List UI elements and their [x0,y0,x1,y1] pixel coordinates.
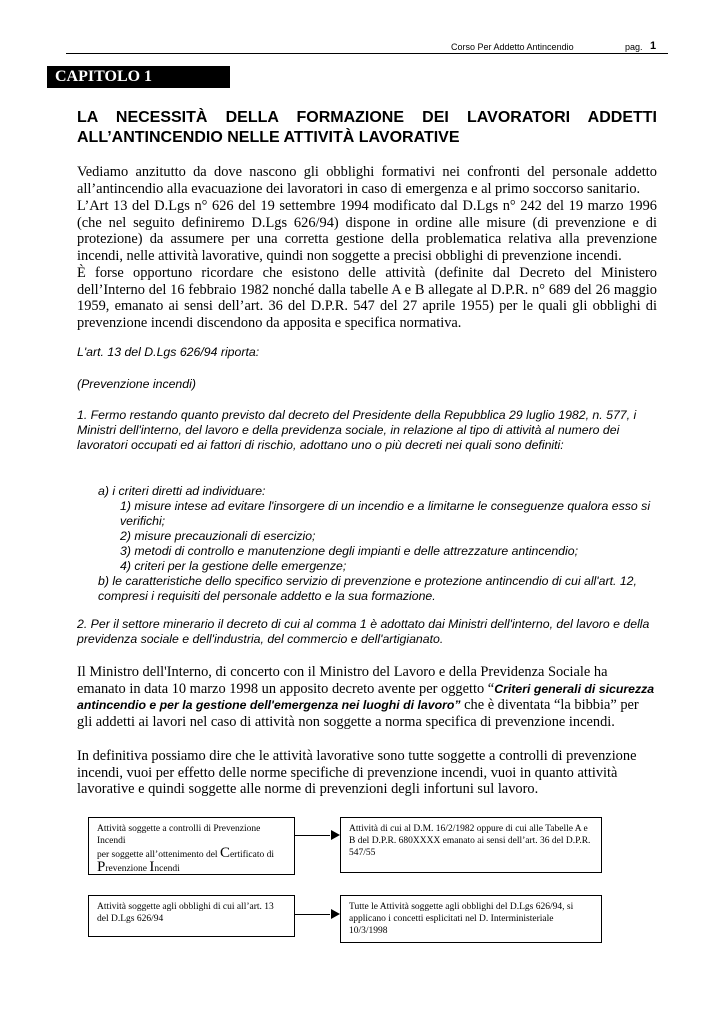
chapter-banner: CAPITOLO 1 [47,66,230,88]
decree-title-emphasis: Criteri generali di sicurezza antincendio e per la gestione dell'emergenza nei luoghi di lavoro” [77,681,655,713]
law-sub-item-4: 4) criteri per la gestione delle emergenze; [120,559,347,573]
arrow-line-2 [295,914,330,915]
header-divider [66,53,668,54]
law-clause-1: 1. Fermo restando quanto previsto dal decreto del Presidente della Repubblica 29 luglio 1982, n. 577, i Ministri dell'interno, del lavoro e della previdenza sociale, in relazione al tipo di attività al numero dei lavoratori occupati ed ai fattori di rischio, adottano uno o più decreti nei quali sono definiti: [77,408,637,452]
big-letter-c: C [219,845,230,861]
arrow-line-1 [295,835,330,836]
arrow-head-2 [331,909,340,919]
closing-p1-text-b: che è diventata “la bibbia” per gli addetti ai lavori nel caso di attività non soggette a norma specifica di prevenzione incendi. [77,697,639,730]
big-letter-i: I [149,859,155,875]
law-quote-intro: L'art. 13 del D.Lgs 626/94 riporta: [77,345,260,359]
header-page-label: pag. [625,42,643,52]
law-sub-item-2: 2) misure precauzionali di esercizio; [120,529,316,543]
law-sub-item-1: 1) misure intese ad evitare l'insorgere di un incendio e a limitarne le conseguenze qualora esso si verifichi; [120,499,651,528]
law-sub-item-3: 3) metodi di controllo e manutenzione degli impianti e delle attrezzature antincendio; [120,544,578,558]
closing-paragraph-1 [77,664,657,730]
box-dm-1982-activities: Attività di cui al D.M. 16/2/1982 oppure di cui alle Tabelle A e B del D.P.R. 680XXXX emanato ai sensi dell’art. 36 del D.P.R. 547/55 [340,817,602,873]
box1-left-c-rest: ertificato di [229,850,275,860]
law-item-b: b) le caratteristiche dello specifico servizio di prevenzione e protezione antincendio di cui all'art. 12, compresi i requisiti del personale addetto e la sua formazione. [98,574,637,603]
page-title: LA NECESSITÀ DELLA FORMAZIONE DEI LAVORATORI ADDETTI ALL’ANTINCENDIO NELLE ATTIVITÀ LAVORATIVE [77,109,657,146]
box1-left-line2 [97,847,286,861]
header-course-title: Corso Per Addetto Antincendio [451,42,574,52]
law-clause-2: 2. Per il settore minerario il decreto di cui al comma 1 è adottato dai Ministri dell'interno, del lavoro e della previdenza sociale e dell'industria, del commercio e dell'artigianato. [77,617,650,646]
header-page-number: 1 [650,40,657,52]
intro-paragraph-1: Vediamo anzitutto da dove nascono gli obblighi formativi nei confronti del personale addetto all’antincendio alla evacuazione dei lavoratori in caso di emergenza e al primo soccorso sanitario. [77,164,657,197]
law-criteria-list [98,484,658,604]
box1-left-line3 [97,861,286,875]
intro-paragraph-2: L’Art 13 del D.Lgs n° 626 del 19 settembre 1994 modificato dal D.Lgs n° 242 del 19 marzo 1996 (che nel seguito definiremo D.Lgs 626/94) dispone in ordine alle misure (di prevenzione e di protezione) da assumere per una corretta gestione della problematica relativa alla prevenzione incendi, nelle attività lavorative, quindi non soggette a precisi obblighi di prevenzione incendi. [77,198,657,264]
box-controlled-activities [88,817,295,875]
law-item-a: a) i criteri diretti ad individuare: [98,484,266,498]
box1-left-line1: Attività soggette a controlli di Prevenzione Incendi [97,824,261,846]
box-all-activities-dm-1998: Tutte le Attività soggette agli obblighi del D.Lgs 626/94, si applicano i concetti esplicitati nel D. Interministeriale 10/3/1998 [340,895,602,943]
intro-paragraph-3: È forse opportuno ricordare che esistono delle attività (definite dal Decreto del Ministero dell’Interno del 16 febbraio 1982 nonché dalla tabelle A e B allegate al D.P.R. n° 689 del 26 maggio 1959, emanato ai sensi dell’art. 36 del D.P.R. 547 del 27 aprile 1955) per le quali gli obblighi di prevenzione incendi discendono da apposita e specifica normativa. [77,265,657,331]
closing-paragraph-2: In definitiva possiamo dire che le attività lavorative sono tutte soggette a controlli di prevenzione incendi, vuoi per effetto delle norme specifiche di prevenzione incendi, vuoi in quanto attività lavorative e quindi soggette alle norme di prevenzioni degli infortuni sul lavoro. [77,748,637,798]
box-art13-activities: Attività soggette agli obblighi di cui all’art. 13 del D.Lgs 626/94 [88,895,295,937]
law-quote-heading: (Prevenzione incendi) [77,377,196,391]
box1-left-i-rest: ncendi [154,864,180,874]
closing-p1-text-a: Il Ministro dell'Interno, di concerto con il Ministro del Lavoro e della Previdenza Sociale ha emanato in data 10 marzo 1998 un apposito decreto avente per oggetto “ [77,664,608,697]
box1-left-line2-text: per soggette all’ottenimento del [97,850,220,860]
arrow-head-1 [331,830,340,840]
box1-left-p-rest: revenzione [105,864,150,874]
big-letter-p: P [97,859,106,875]
